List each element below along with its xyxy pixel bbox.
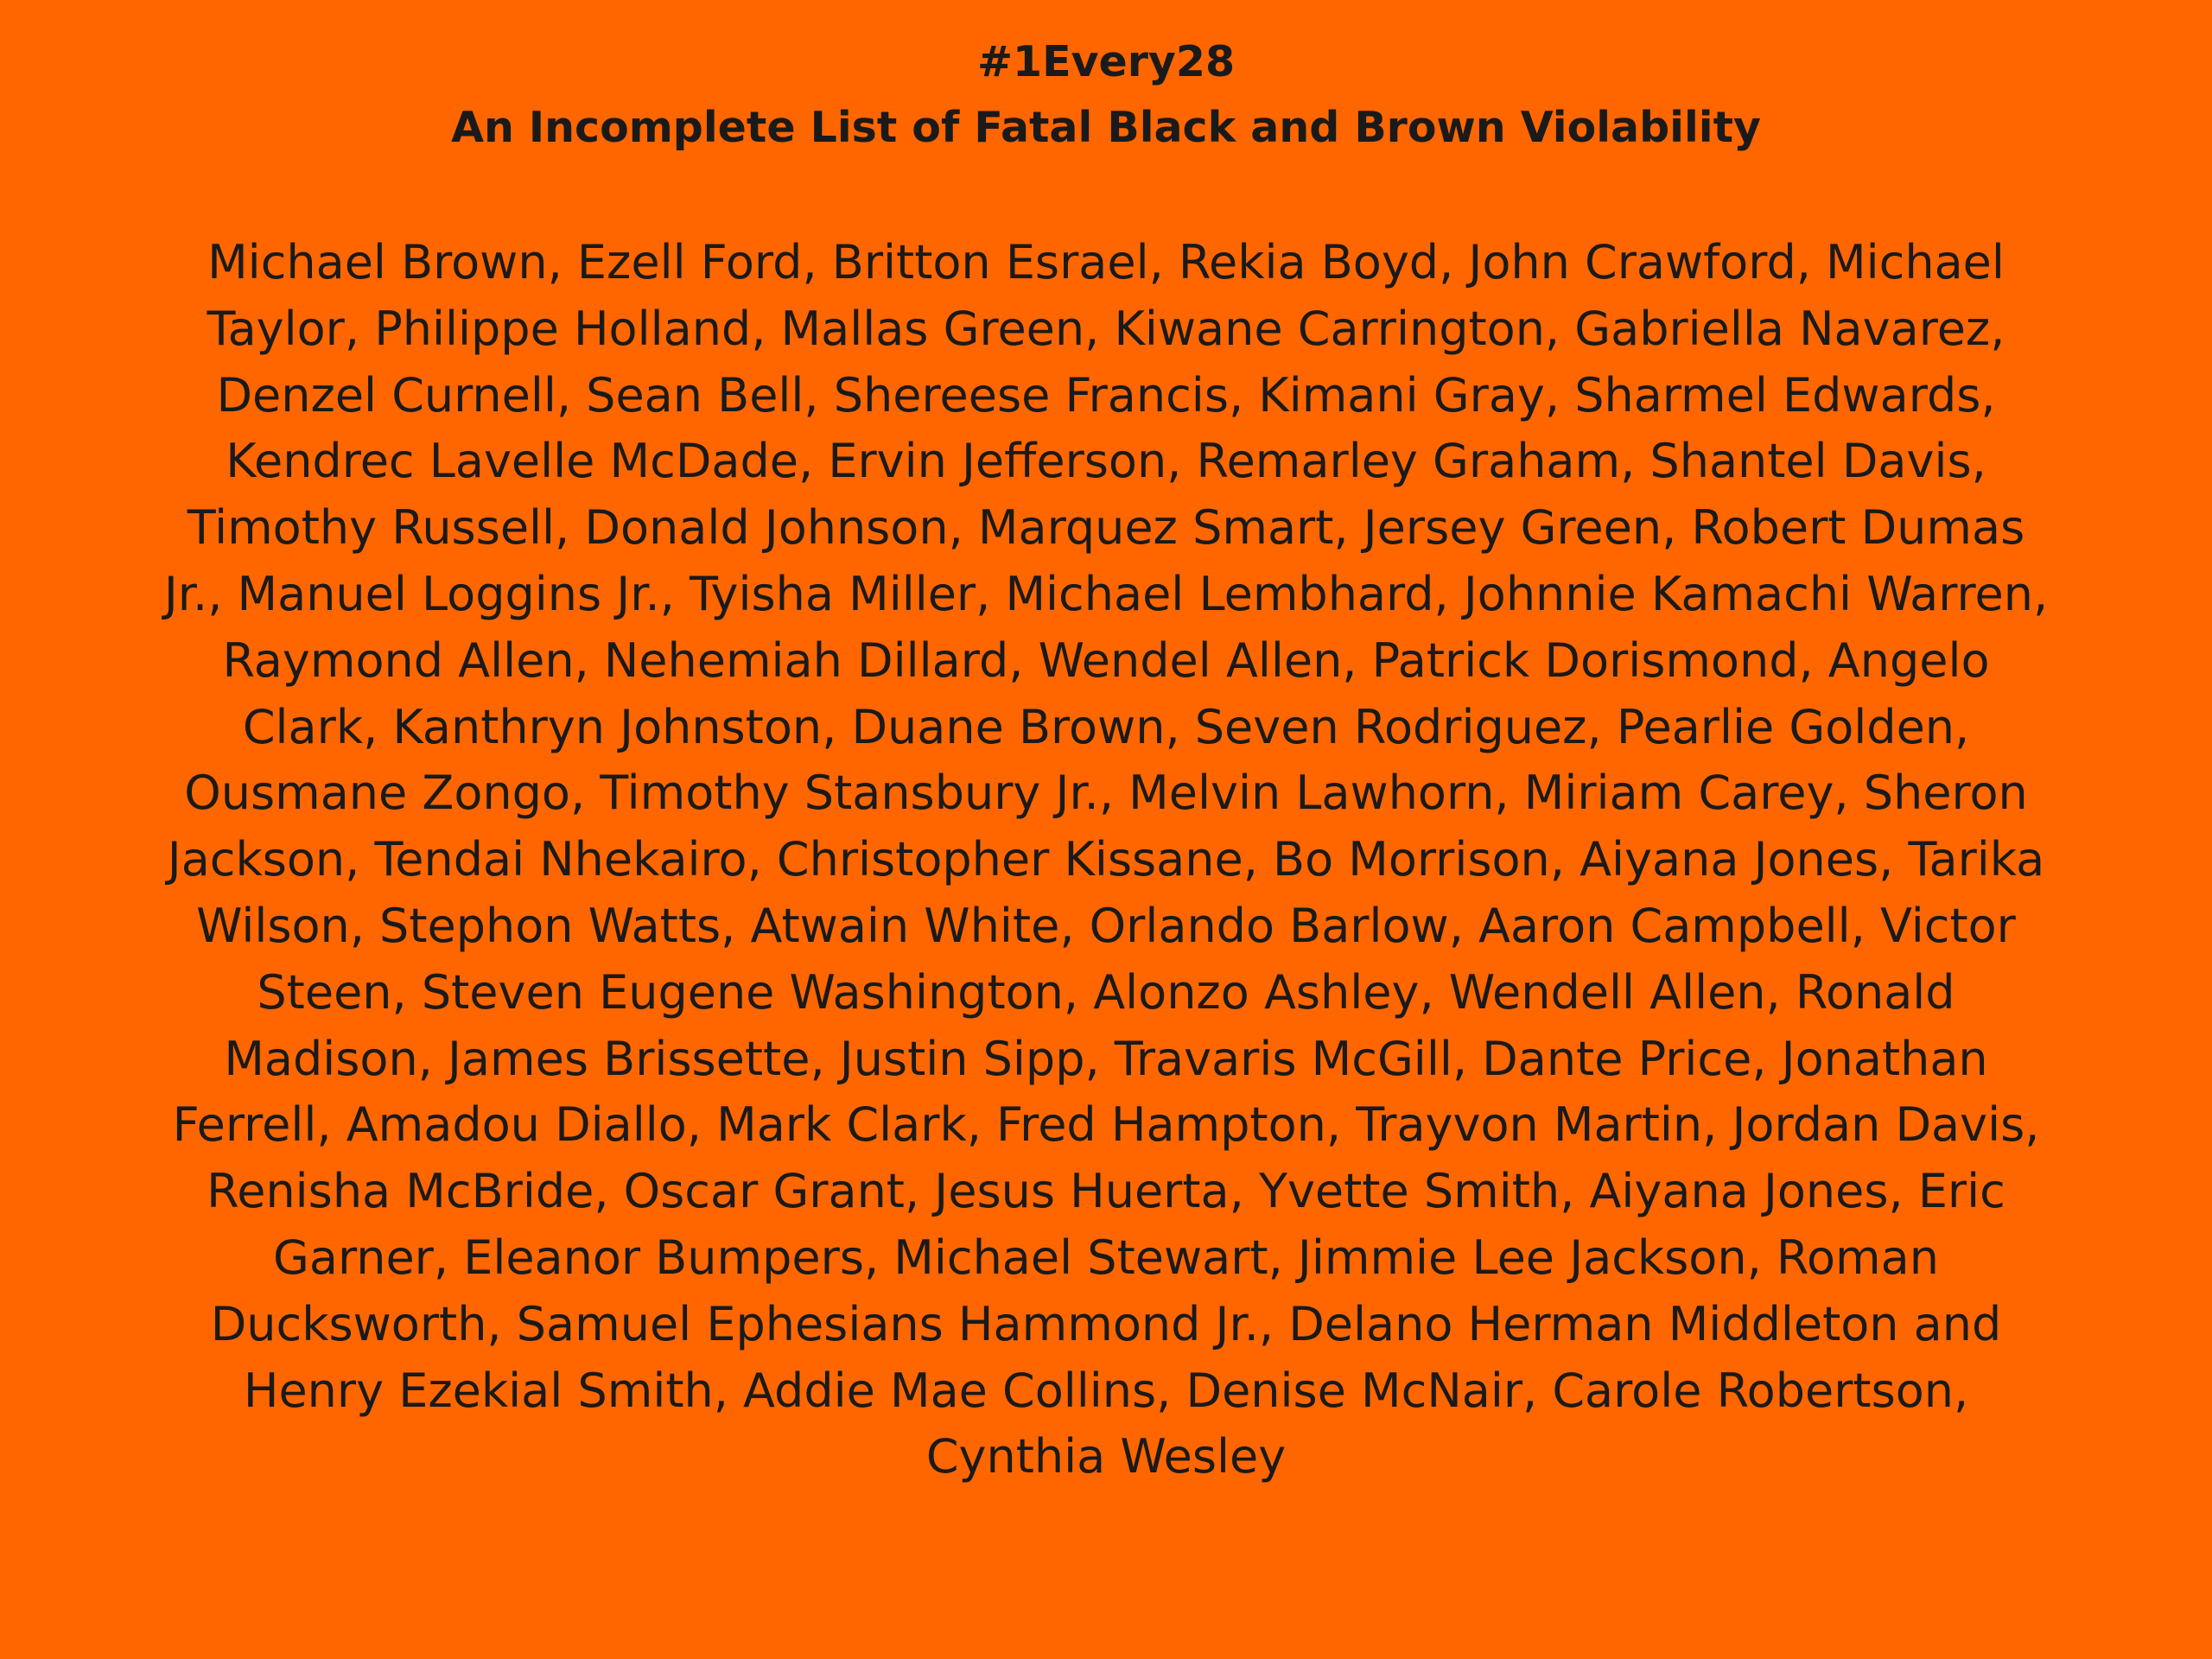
names-line: Cynthia Wesley [925, 1429, 1287, 1484]
names-line: Wilson, Stephon Watts, Atwain White, Orlando Barlow, Aaron Campbell, Victor [196, 898, 2016, 953]
names-line: Raymond Allen, Nehemiah Dillard, Wendel Allen, Patrick Dorismond, Angelo [222, 632, 1990, 688]
names-line: Ducksworth, Samuel Ephesians Hammond Jr., Delano Herman Middleton and [210, 1296, 2002, 1351]
names-line: Ferrell, Amadou Diallo, Mark Clark, Fred Hampton, Trayvon Martin, Jordan Davis, [172, 1097, 2040, 1153]
subtitle-heading: An Incomplete List of Fatal Black and Brown Violability [451, 103, 1761, 152]
names-line: Henry Ezekial Smith, Addie Mae Collins, Denise McNair, Carole Robertson, [243, 1363, 1969, 1418]
names-line: Kendrec Lavelle McDade, Ervin Jefferson, Remarley Graham, Shantel Davis, [226, 434, 1986, 489]
names-line: Steen, Steven Eugene Washington, Alonzo Ashley, Wendell Allen, Ronald [257, 964, 1955, 1020]
names-line: Renisha McBride, Oscar Grant, Jesus Huerta, Yvette Smith, Aiyana Jones, Eric [207, 1164, 2005, 1219]
slide-title [0, 29, 2212, 161]
names-line: Madison, James Brissette, Justin Sipp, Travaris McGill, Dante Price, Jonathan [224, 1031, 1988, 1086]
names-line: Clark, Kanthryn Johnston, Duane Brown, Seven Rodriguez, Pearlie Golden, [242, 699, 1970, 754]
names-list [156, 230, 2056, 1491]
names-line: Taylor, Philippe Holland, Mallas Green, Kiwane Carrington, Gabriella Navarez, [207, 301, 2005, 356]
names-line: Timothy Russell, Donald Johnson, Marquez Smart, Jersey Green, Robert Dumas [187, 500, 2025, 556]
names-line: Garner, Eleanor Bumpers, Michael Stewart, Jimmie Lee Jackson, Roman [273, 1230, 1939, 1285]
names-line: Jr., Manuel Loggins Jr., Tyisha Miller, Michael Lembhard, Johnnie Kamachi Warren, [163, 566, 2049, 621]
hashtag-heading: #1Every28 [976, 37, 1236, 86]
names-line: Denzel Curnell, Sean Bell, Shereese Francis, Kimani Gray, Sharmel Edwards, [216, 367, 1996, 423]
names-line: Jackson, Tendai Nhekairo, Christopher Kissane, Bo Morrison, Aiyana Jones, Tarika [167, 832, 2045, 887]
names-line: Michael Brown, Ezell Ford, Britton Esrael, Rekia Boyd, John Crawford, Michael [207, 235, 2005, 289]
names-line: Ousmane Zongo, Timothy Stansbury Jr., Melvin Lawhorn, Miriam Carey, Sheron [184, 766, 2028, 821]
